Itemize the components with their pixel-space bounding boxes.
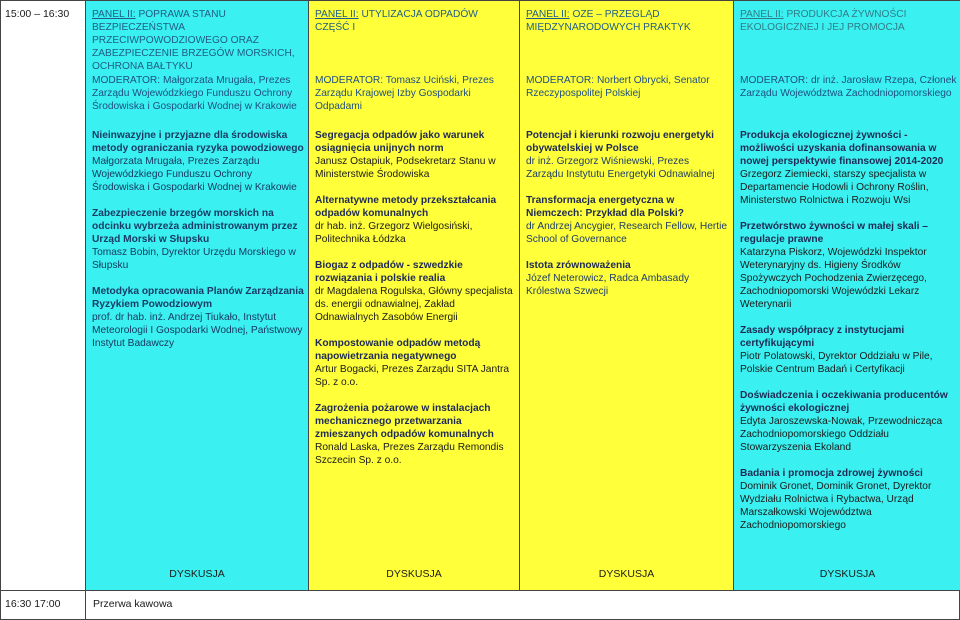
agenda-item — [526, 259, 729, 298]
panel-items — [526, 129, 729, 311]
talk-title: Zabezpieczenie brzegów morskich na odcinku wybrzeża administrowanym przez Urząd Morski w Słupsku — [92, 208, 298, 245]
talk-title: Segregacja odpadów jako warunek osiągnięcia unijnych norm — [315, 130, 485, 154]
panel-items — [315, 129, 515, 480]
speaker: Józef Neterowicz, Radca Ambasady Królestwa Szwecji — [526, 273, 690, 297]
session-time: 15:00 – 16:30 — [1, 1, 86, 591]
talk-title: Przetwórstwo żywności w małej skali – regulacje prawne — [740, 221, 928, 245]
talk-title: Metodyka opracowania Planów Zarządzania Ryzykiem Powodziowym — [92, 286, 304, 310]
speaker: Ronald Laska, Prezes Zarządu Remondis Szczecin Sp. z o.o. — [315, 442, 504, 466]
talk-title: Transformacja energetyczna w Niemczech: Przykład dla Polski? — [526, 195, 684, 219]
talk-title: Istota zrównoważenia — [526, 260, 631, 271]
agenda-item — [740, 129, 957, 207]
panel-title: UTYLIZACJA ODPADÓW CZĘŚĆ I — [315, 9, 478, 33]
panel-title: PRODUKCJA ŻYWNOŚCI EKOLOGICZNEJ I JEJ PROMOCJA — [740, 9, 907, 33]
talk-title: Zasady współpracy z instytucjami certyfikującymi — [740, 325, 905, 349]
panel-moderator: MODERATOR: Tomasz Uciński, Prezes Zarządu Krajowej Izby Gospodarki Odpadami — [315, 75, 494, 112]
talk-title: Produkcja ekologicznej żywności - możliwości uzyskania dofinansowania w nowej perspektywie finansowej 2014-2020 — [740, 130, 944, 167]
speaker: Piotr Polatowski, Dyrektor Oddziału w Pile, Polskie Centrum Badań i Certyfikacji — [740, 351, 933, 375]
talk-title: Potencjał i kierunki rozwoju energetyki obywatelskiej w Polsce — [526, 130, 714, 154]
panel-header — [526, 8, 729, 34]
agenda-item — [740, 324, 957, 376]
panel-column-4 — [734, 1, 960, 591]
speaker: Edyta Jaroszewska-Nowak, Przewodnicząca Zachodniopomorskiego Oddziału Stowarzyszenia Ekoland — [740, 416, 943, 453]
panel-label: PANEL II: — [315, 9, 359, 20]
panel-label: PANEL II: — [740, 9, 784, 20]
speaker: dr hab. inż. Grzegorz Wielgosiński, Politechnika Łódzka — [315, 221, 473, 245]
speaker: dr inż. Grzegorz Wiśniewski, Prezes Zarządu Instytutu Energetyki Odnawialnej — [526, 156, 715, 180]
agenda-item — [315, 259, 515, 324]
agenda-item — [315, 337, 515, 389]
agenda-item — [740, 389, 957, 454]
break-row — [1, 591, 960, 620]
panel-column-2 — [309, 1, 520, 591]
agenda-item — [315, 194, 515, 246]
agenda-item — [92, 285, 304, 350]
speaker: prof. dr hab. inż. Andrzej Tiukało, Instytut Meteorologii I Gospodarki Wodnej, Państwowy Instytut Badawczy — [92, 312, 303, 349]
agenda-item — [315, 402, 515, 467]
panel-label: PANEL II: — [92, 9, 136, 20]
panel-items — [92, 129, 304, 363]
panel-moderator: MODERATOR: Małgorzata Mrugała, Prezes Zarządu Wojewódzkiego Funduszu Ochrony Środowiska i Gospodarki Wodnej w Krakowie — [92, 75, 297, 112]
agenda-item — [526, 194, 729, 246]
agenda-item — [315, 129, 515, 181]
discussion-label: DYSKUSJA — [386, 568, 442, 580]
speaker: dr Andrzej Ancygier, Research Fellow, Hertie School of Governance — [526, 221, 728, 245]
break-label: Przerwa kawowa — [93, 598, 173, 610]
discussion-label: DYSKUSJA — [598, 568, 655, 580]
speaker: Dominik Gronet, Dominik Gronet, Dyrektor Wydziału Rolnictwa i Rybactwa, Urząd Marszałkowski Województwa Zachodniopomorskiego — [740, 481, 932, 531]
panel-moderator: MODERATOR: Norbert Obrycki, Senator Rzeczypospolitej Polskiej — [526, 75, 710, 99]
talk-title: Zagrożenia pożarowe w instalacjach mechanicznego przetwarzania zmieszanych odpadów komunalnych — [315, 403, 494, 440]
talk-title: Doświadczenia i oczekiwania producentów żywności ekologicznej — [740, 390, 948, 414]
discussion-label: DYSKUSJA — [819, 568, 876, 580]
speaker: Katarzyna Piskorz, Wojewódzki Inspektor Weterynaryjny ds. Higieny Środków Spożywczych Pochodzenia Zwierzęcego, Zachodniopomorski Wojewódzki Lekarz Weterynarii — [740, 247, 927, 310]
talk-title: Nieinwazyjne i przyjazne dla środowiska metody ograniczania ryzyka powodziowego — [92, 130, 304, 154]
talk-title: Alternatywne metody przekształcania odpadów komunalnych — [315, 195, 497, 219]
panel-header — [92, 8, 304, 73]
panel-label: PANEL II: — [526, 9, 570, 20]
agenda-item — [740, 220, 957, 311]
speaker: Tomasz Bobin, Dyrektor Urzędu Morskiego w Słupsku — [92, 247, 296, 271]
panel-title: POPRAWA STANU BEZPIECZEŃSTWA PRZECIWPOWODZIOWEGO ORAZ ZABEZPIECZENIE BRZEGÓW MORSKICH, OCHRONA BAŁTYKU — [92, 9, 295, 72]
discussion-label: DYSKUSJA — [169, 568, 225, 580]
panel-header — [740, 8, 957, 34]
panel-column-3 — [520, 1, 734, 591]
talk-title: Badania i promocja zdrowej żywności — [740, 468, 923, 479]
talk-title: Kompostowanie odpadów metodą napowietrzania negatywnego — [315, 338, 481, 362]
speaker: Grzegorz Ziemiecki, starszy specjalista w Departamencie Hodowli i Ochrony Roślin, Ministerstwo Rolnictwa i Rozwoju Wsi — [740, 169, 929, 206]
speaker: dr Magdalena Rogulska, Główny specjalista ds. energii odnawialnej, Zakład Odnawialnych Zasobów Energii — [315, 286, 513, 323]
speaker: Artur Bogacki, Prezes Zarządu SITA Jantra Sp. z o.o. — [315, 364, 510, 388]
break-time: 16:30 17:00 — [1, 591, 86, 620]
talk-title: Biogaz z odpadów - szwedzkie rozwiązania i polskie realia — [315, 260, 463, 284]
agenda-item — [92, 207, 304, 272]
panel-moderator: MODERATOR: dr inż. Jarosław Rzepa, Członek Zarządu Województwa Zachodniopomorskiego — [740, 75, 957, 99]
panel-header — [315, 8, 515, 34]
agenda-item — [740, 467, 957, 532]
panel-items — [740, 129, 957, 545]
speaker: Małgorzata Mrugała, Prezes Zarządu Wojewódzkiego Funduszu Ochrony Środowiska i Gospodarki Wodnej w Krakowie — [92, 156, 297, 193]
agenda-item — [526, 129, 729, 181]
speaker: Janusz Ostapiuk, Podsekretarz Stanu w Ministerstwie Środowiska — [315, 156, 496, 180]
panel-column-1 — [86, 1, 309, 591]
panel-title: OZE – PRZEGLĄD MIĘDZYNARODOWYCH PRAKTYK — [526, 9, 691, 33]
agenda-item — [92, 129, 304, 194]
